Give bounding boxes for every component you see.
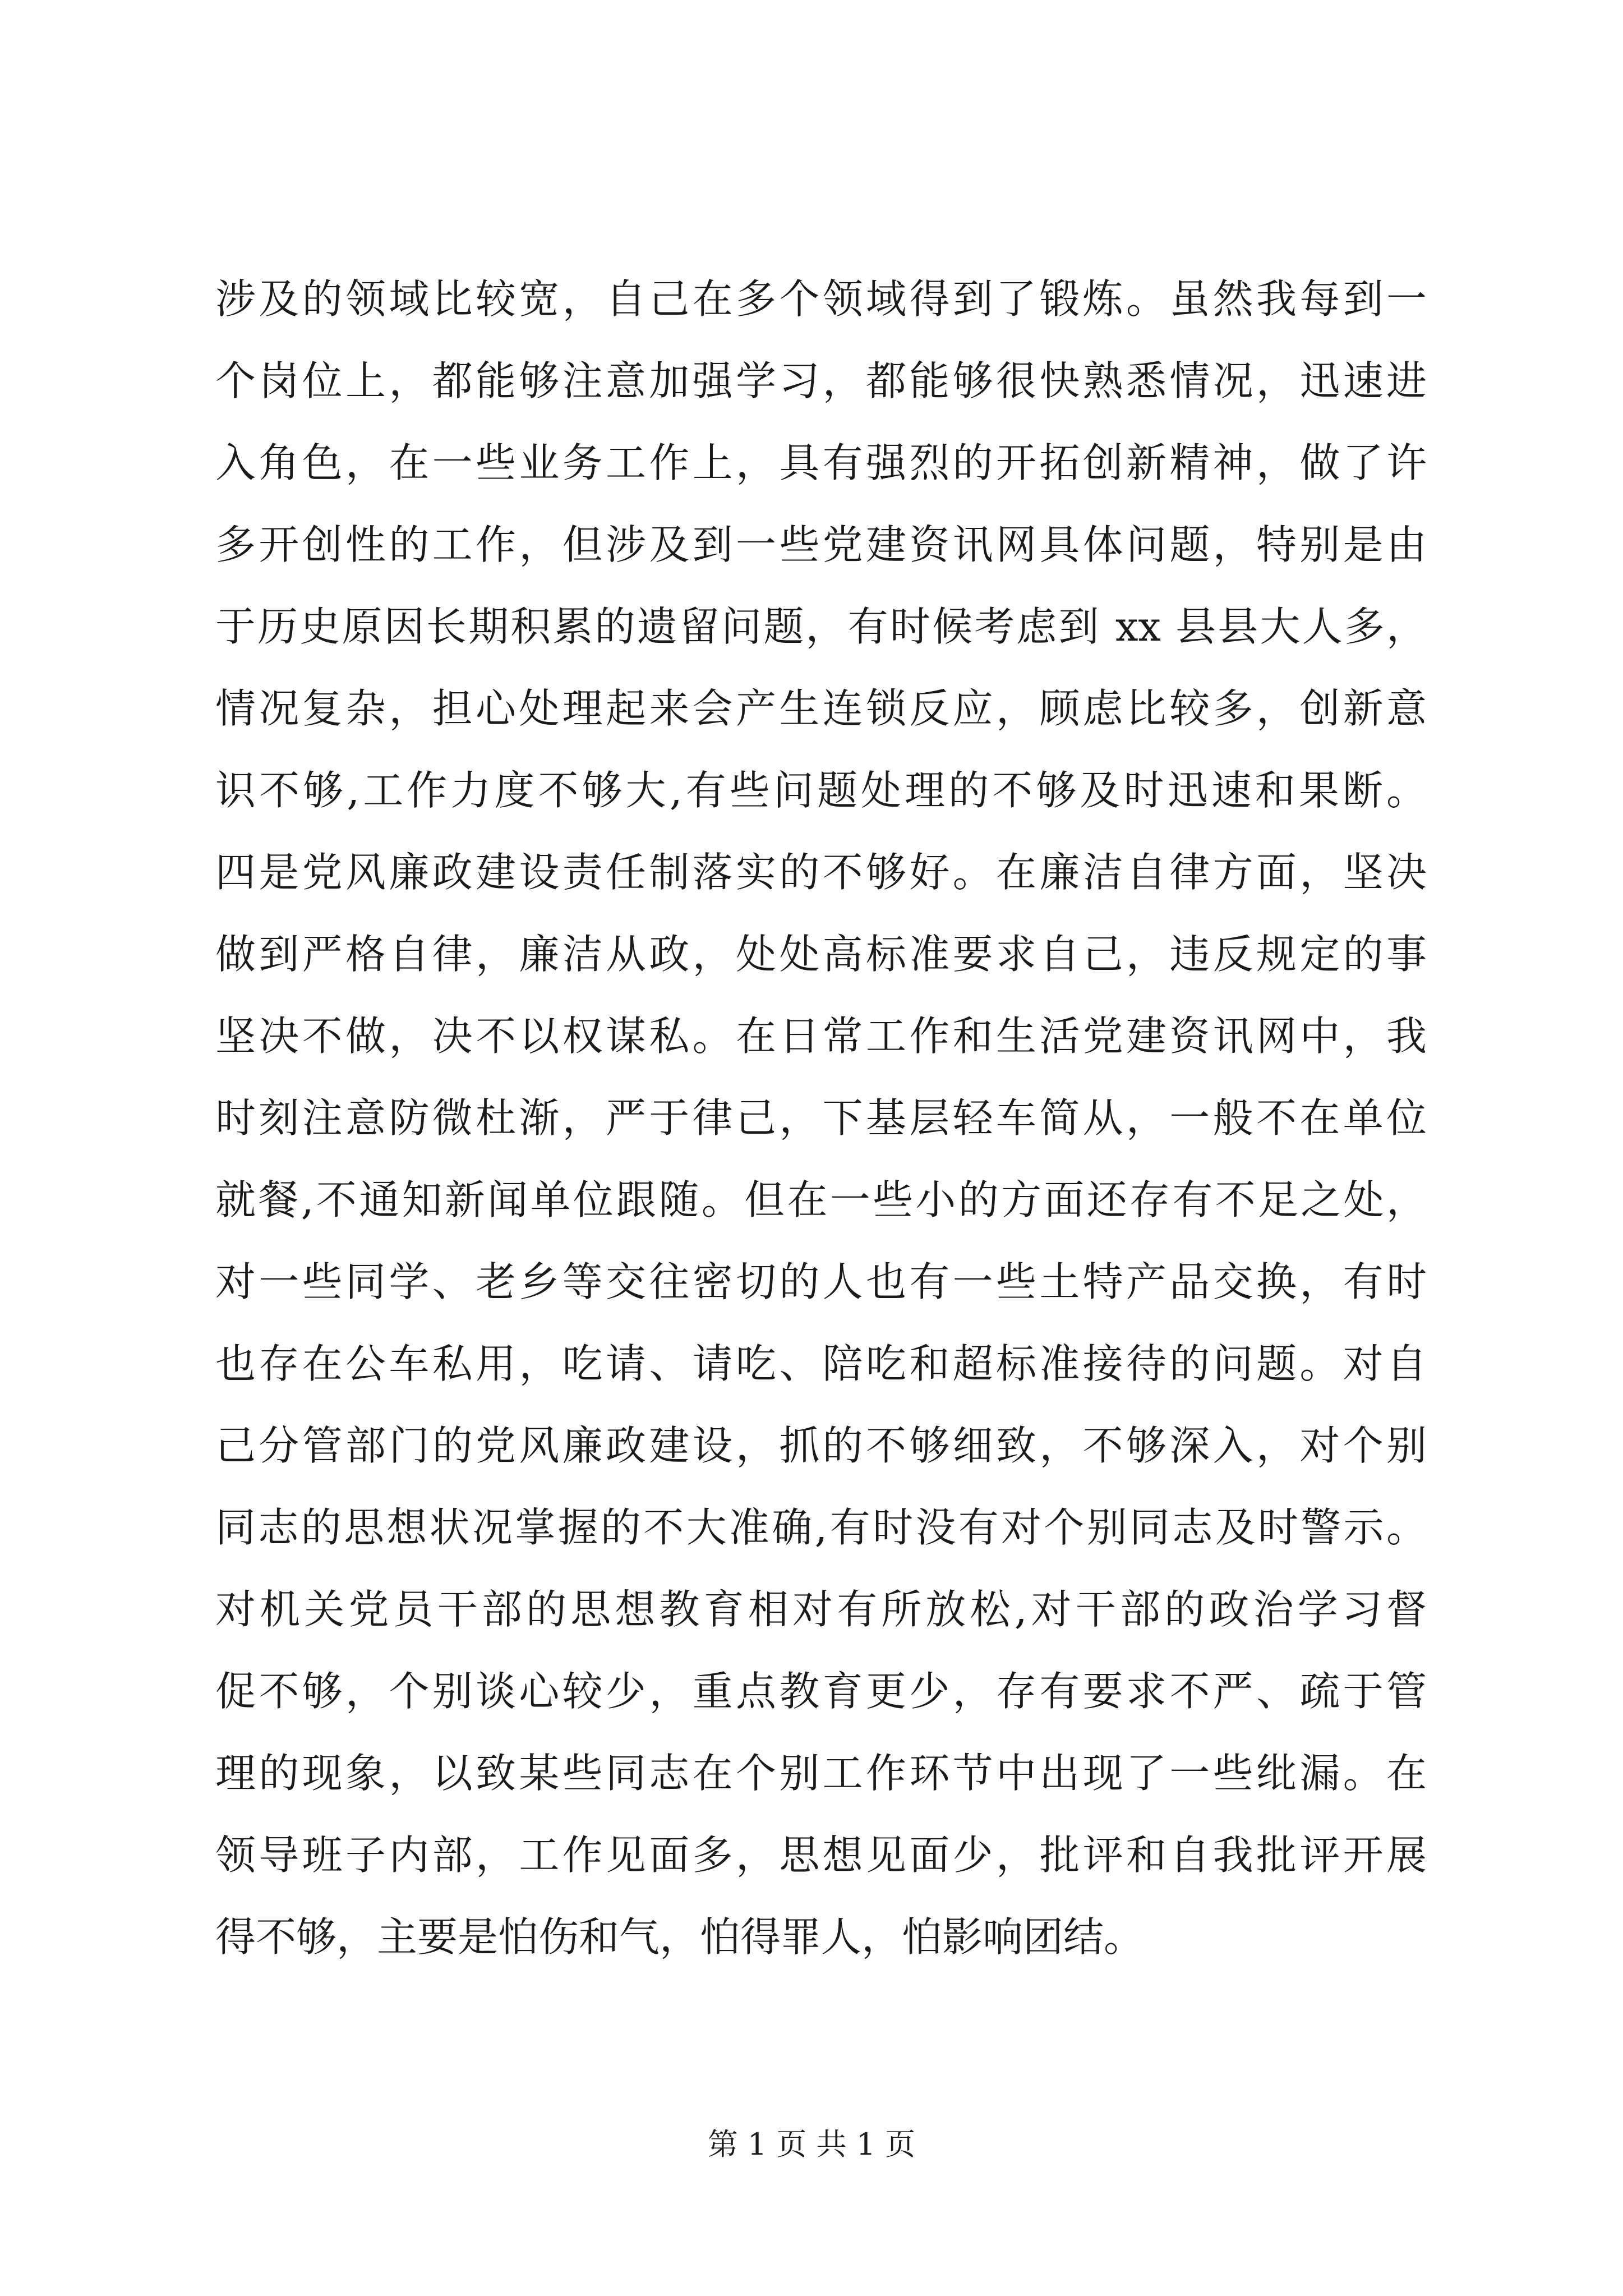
text-line: 入角色，在一些业务工作上，具有强烈的开拓创新精神，做了许 xyxy=(215,439,1427,486)
text-line: 识不够,工作力度不够大,有些问题处理的不够及时迅速和果断。 xyxy=(215,767,1427,814)
text-line: 就餐,不通知新闻单位跟随。但在一些小的方面还存有不足之处， xyxy=(215,1176,1427,1223)
text-line: 四是党风廉政建设责任制落实的不够好。在廉洁自律方面，坚决 xyxy=(215,849,1427,896)
text-line: 促不够，个别谈心较少，重点教育更少，存有要求不严、疏于管 xyxy=(215,1668,1427,1715)
text-line: 做到严格自律，廉洁从政，处处高标准要求自己，违反规定的事 xyxy=(215,931,1427,978)
text-line: 情况复杂，担心处理起来会产生连锁反应，顾虑比较多，创新意 xyxy=(215,685,1427,732)
text-line: 理的现象，以致某些同志在个别工作环节中出现了一些纰漏。在 xyxy=(215,1750,1427,1797)
text-line: 时刻注意防微杜渐，严于律己，下基层轻车简从，一般不在单位 xyxy=(215,1094,1427,1142)
text-line: 于历史原因长期积累的遗留问题，有时候考虑到 xx 县县大人多， xyxy=(215,603,1427,650)
text-line: 得不够，主要是怕伤和气，怕得罪人，怕影响团结。 xyxy=(215,1913,1145,1961)
body-paragraph xyxy=(215,258,1427,1978)
text-line: 同志的思想状况掌握的不大准确,有时没有对个别同志及时警示。 xyxy=(215,1504,1427,1551)
text-line: 对一些同学、老乡等交往密切的人也有一些土特产品交换，有时 xyxy=(215,1258,1427,1305)
text-line: 坚决不做，决不以权谋私。在日常工作和生活党建资讯网中，我 xyxy=(215,1013,1427,1060)
page-number-footer: 第 1 页 共 1 页 xyxy=(707,2127,916,2162)
text-line: 个岗位上，都能够注意加强学习，都能够很快熟悉情况，迅速进 xyxy=(215,357,1427,404)
text-line: 对机关党员干部的思想教育相对有所放松,对干部的政治学习督 xyxy=(215,1586,1427,1633)
text-line: 也存在公车私用，吃请、请吃、陪吃和超标准接待的问题。对自 xyxy=(215,1340,1427,1387)
text-line: 涉及的领域比较宽，自己在多个领域得到了锻炼。虽然我每到一 xyxy=(215,275,1427,323)
text-line: 领导班子内部，工作见面多，思想见面少，批评和自我批评开展 xyxy=(215,1832,1427,1879)
text-line: 己分管部门的党风廉政建设，抓的不够细致，不够深入，对个别 xyxy=(215,1422,1427,1469)
text-line: 多开创性的工作，但涉及到一些党建资讯网具体问题，特别是由 xyxy=(215,521,1427,568)
